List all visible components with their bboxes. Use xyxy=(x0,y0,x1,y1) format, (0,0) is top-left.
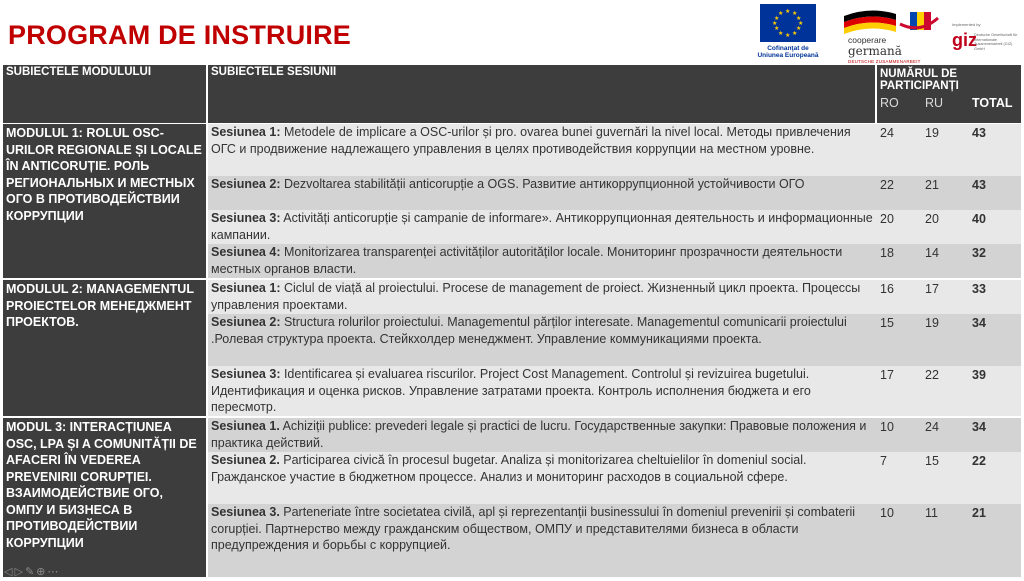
giz-small-text: Implemented by xyxy=(952,22,981,27)
count-ru: 21 xyxy=(922,176,969,210)
count-total: 43 xyxy=(969,176,1021,210)
count-ru: 19 xyxy=(922,124,969,176)
count-total: 33 xyxy=(969,280,1021,314)
session-row xyxy=(208,244,877,278)
count-total: 22 xyxy=(969,452,1021,504)
session-label: Sesiunea 1. xyxy=(211,419,280,433)
count-ro: 18 xyxy=(877,244,922,278)
eu-logo-line2: Uniunea Europeană xyxy=(757,52,819,59)
session-text: Dezvoltarea stabilității anticorupție a OGS. Развитие антикоррупционной устойчивости ОГО xyxy=(280,177,805,191)
training-program-table xyxy=(3,65,1021,577)
module-2-title: MODULUL 2: MANAGEMENTUL PROIECTELOR МЕНЕДЖМЕНТ ПРОЕКТОВ. xyxy=(3,280,206,416)
module-1-title: MODULUL 1: ROLUL OSC-URILOR REGIONALE ȘI LOCALE ÎN ANTICORUȚIE. РОЛЬ РЕГИОНАЛЬНЫХ И МЕСТНЫХ ОГО В ПРОТИВОДЕЙСТВИИ КОРРУПЦИИ xyxy=(3,124,206,278)
session-row xyxy=(208,176,877,210)
count-ru: 11 xyxy=(922,504,969,577)
count-ro: 16 xyxy=(877,280,922,314)
count-ro: 24 xyxy=(877,124,922,176)
count-ru: 22 xyxy=(922,366,969,416)
session-row xyxy=(208,452,877,504)
flag-swoosh-icon xyxy=(840,4,944,34)
page-title: PROGRAM DE INSTRUIRE xyxy=(8,20,352,50)
count-ru: 24 xyxy=(922,418,969,452)
session-label: Sesiunea 1: xyxy=(211,125,281,139)
session-text: Metodele de implicare a OSC-urilor și pro. ovarea bunei guvernări la nivel local. Методы привлечения ОГС и продвижение надлежащего управления в целях противодействия коррупции на местном уровне. xyxy=(211,125,851,156)
session-row xyxy=(208,366,877,416)
module-3-title: MODUL 3: INTERACȚIUNEA OSC, LPA ȘI A COMUNITĂȚII DE AFACERI ÎN VEDEREA PREVENIRII CORUPȚIEI. ВЗАИМОДЕЙСТВИЕ ОГО, ОМПУ И БИЗНЕСА В ПРОТИВОДЕЙСТВИИ КОРРУПЦИИ xyxy=(3,418,206,577)
de-logo-line3: DEUTSCHE ZUSAMMENARBEIT xyxy=(848,59,921,64)
count-ru: 19 xyxy=(922,314,969,366)
arrow-right-icon[interactable]: ▷ xyxy=(14,566,25,578)
session-row xyxy=(208,418,877,452)
giz-logo xyxy=(952,22,1022,56)
count-ru: 15 xyxy=(922,452,969,504)
count-total: 34 xyxy=(969,418,1021,452)
session-label: Sesiunea 2. xyxy=(211,453,280,467)
search-icon[interactable]: ⊕ xyxy=(36,566,48,578)
count-ro: 20 xyxy=(877,210,922,244)
arrow-left-icon[interactable]: ◁ xyxy=(4,566,15,578)
session-label: Sesiunea 4: xyxy=(211,245,281,259)
count-ru: 20 xyxy=(922,210,969,244)
count-ro: 7 xyxy=(877,452,922,504)
header-ro: RO xyxy=(877,95,922,123)
session-label: Sesiunea 3: xyxy=(211,211,281,225)
count-ro: 17 xyxy=(877,366,922,416)
slide-controls xyxy=(4,565,60,578)
eu-logo xyxy=(756,4,820,66)
session-label: Sesiunea 2: xyxy=(211,177,281,191)
session-label: Sesiunea 1: xyxy=(211,281,281,295)
session-text: Monitorizarea transparenței activităților autorităților locale. Мониторинг прозрачности деятельности местных органов власти. xyxy=(211,245,843,276)
header-modules: SUBIECTELE MODULULUI xyxy=(3,65,206,123)
eu-flag-icon: ★ ★ ★ ★ ★ ★ ★ ★ ★ ★ ★ ★ xyxy=(760,4,816,42)
count-ru: 17 xyxy=(922,280,969,314)
session-row xyxy=(208,210,877,244)
session-text: Parteneriate între societatea civilă, apl și reprezentanții businessului în domeniul prevenirii și combaterii corupției. Партнерство между гражданским обществом, ОМПУ и представителями бизнеса в области предупреждения и борьбы с коррупцией. xyxy=(211,505,856,553)
session-row xyxy=(208,124,877,176)
session-label: Sesiunea 2: xyxy=(211,315,281,329)
header-ru: RU xyxy=(922,95,969,123)
count-ro: 10 xyxy=(877,504,922,577)
session-text: Structura rolurilor proiectului. Managementul părților interesate. Managementul comunicarii proiectului .Ролевая структура проекта. Стейкхолдер менеджмент. Управление коммуникациями проекта. xyxy=(211,315,847,346)
count-total: 32 xyxy=(969,244,1021,278)
more-icon[interactable]: ⋯ xyxy=(47,566,61,578)
header-participants: NUMĂRUL DE PARTICIPANȚI xyxy=(877,65,1021,95)
count-ru: 14 xyxy=(922,244,969,278)
count-ro: 10 xyxy=(877,418,922,452)
de-logo-line2: germană xyxy=(848,44,902,58)
eu-logo-line1: Cofinanţat de xyxy=(767,45,809,52)
count-ro: 15 xyxy=(877,314,922,366)
de-logo-line1: cooperare xyxy=(848,35,887,45)
session-row xyxy=(208,280,877,314)
count-total: 43 xyxy=(969,124,1021,176)
header-sessions: SUBIECTELE SESIUNII xyxy=(208,65,875,123)
session-row xyxy=(208,504,877,577)
count-total: 21 xyxy=(969,504,1021,577)
giz-wordmark: giz xyxy=(952,30,977,50)
session-text: Ciclul de viață al proiectului. Procese de management de proiect. Жизненный цикл проекта. Процессы управления проектами. xyxy=(211,281,861,312)
giz-sub-text: Deutsche Gesellschaft für Internationale Zusammenarbeit (GIZ) GmbH xyxy=(974,33,1018,51)
session-row xyxy=(208,314,877,366)
count-total: 39 xyxy=(969,366,1021,416)
session-label: Sesiunea 3: xyxy=(211,367,281,381)
session-text: Achiziții publice: prevederi legale și practici de lucru. Государственные закупки: Правовые положения и практика действий. xyxy=(211,419,867,450)
session-text: Identificarea și evaluarea riscurilor. Project Cost Management. Controlul și revizuirea bugetului. Идентификация и оценка рисков. Управление затратами проекта. Контроль исполнения бюджета и его пересмотр. xyxy=(211,367,811,415)
german-cooperation-logo xyxy=(840,4,944,66)
session-text: Activități anticorupție și campanie de informare». Антикоррупционная деятельность и информационные кампании. xyxy=(211,211,873,242)
edit-icon[interactable]: ✎ xyxy=(24,566,37,578)
count-total: 40 xyxy=(969,210,1021,244)
session-label: Sesiunea 3. xyxy=(211,505,280,519)
header-total: TOTAL xyxy=(969,95,1021,123)
count-total: 34 xyxy=(969,314,1021,366)
session-text: Participarea civică în procesul bugetar. Analiza și monitorizarea cheltuielilor în domeniul social. Гражданское участие в бюджетном процессе. Анализ и мониторинг расходов в социальной сфере. xyxy=(211,453,807,484)
count-ro: 22 xyxy=(877,176,922,210)
